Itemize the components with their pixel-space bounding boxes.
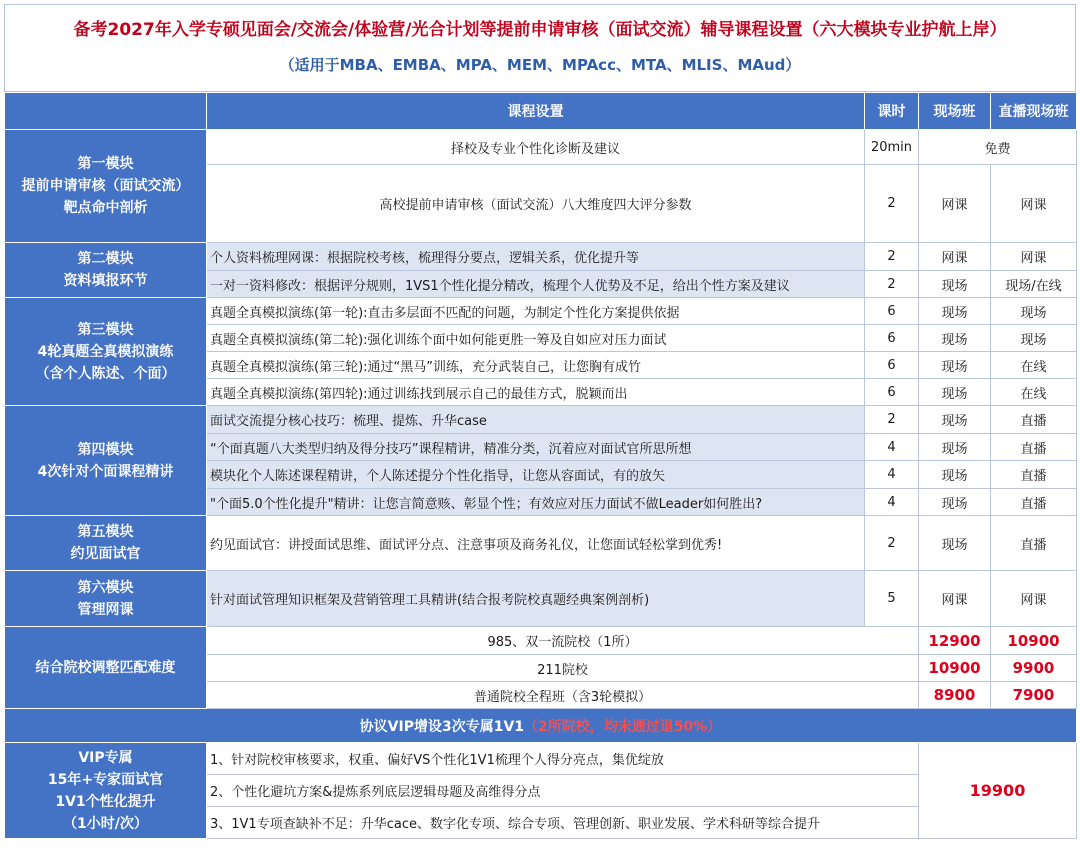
- header-onsite: 现场班: [919, 93, 991, 130]
- vip-item: 3、1V1专项查缺补不足：升华cace、数字化专项、综合专项、管理创新、职业发展、学术科研等综合提升: [207, 807, 919, 839]
- table-row: [5, 516, 1077, 571]
- live-cell: 在线: [991, 379, 1077, 406]
- course-cell: 择校及专业个性化诊断及建议: [207, 130, 865, 165]
- vip-item: 2、个性化避坑方案&提炼系列底层逻辑母题及高维得分点: [207, 775, 919, 807]
- tier-name: 211院校: [207, 655, 919, 682]
- table-row: [5, 298, 1077, 325]
- vip-band-note: （2所院校，均未通过退50%）: [524, 718, 722, 735]
- onsite-cell: 现场: [919, 434, 991, 461]
- live-cell: 现场: [991, 325, 1077, 352]
- price-live: 9900: [991, 655, 1077, 682]
- hours-cell: 4: [865, 461, 919, 489]
- header-row: [5, 93, 1077, 130]
- hours-cell: 2: [865, 165, 919, 243]
- vip-label: VIP专属 15年+专家面试官 1V1个性化提升 （1小时/次）: [5, 743, 207, 839]
- live-cell: 直播: [991, 406, 1077, 434]
- hours-cell: 2: [865, 516, 919, 571]
- onsite-cell: 现场: [919, 325, 991, 352]
- hours-cell: 6: [865, 298, 919, 325]
- hours-cell: 20min: [865, 130, 919, 165]
- pricing-label: 结合院校调整匹配难度: [5, 627, 207, 709]
- vip-row: [5, 743, 1077, 775]
- vip-item: 1、针对院校审核要求，权重、偏好VS个性化1V1梳理个人得分亮点，集优绽放: [207, 743, 919, 775]
- onsite-cell: 现场: [919, 516, 991, 571]
- vip-band-row: [5, 709, 1077, 743]
- module-2-label: 第二模块 资料填报环节: [5, 243, 207, 298]
- pricing-row: [5, 627, 1077, 655]
- price-onsite: 12900: [919, 627, 991, 655]
- vip-band-main: 协议VIP增设3次专属1V1: [359, 718, 525, 735]
- hours-cell: 6: [865, 325, 919, 352]
- onsite-cell: 现场: [919, 298, 991, 325]
- live-cell: 在线: [991, 352, 1077, 379]
- course-cell: “个面真题八大类型归纳及得分技巧”课程精讲，精准分类，沉着应对面试官所思所想: [207, 434, 865, 461]
- table-row: [5, 243, 1077, 271]
- header-hours: 课时: [865, 93, 919, 130]
- course-cell: 高校提前申请审核（面试交流）八大维度四大评分参数: [207, 165, 865, 243]
- live-cell: 网课: [991, 571, 1077, 627]
- live-cell: 直播: [991, 516, 1077, 571]
- onsite-cell: 网课: [919, 243, 991, 271]
- onsite-cell: 网课: [919, 165, 991, 243]
- hours-cell: 2: [865, 406, 919, 434]
- module-5-label: 第五模块 约见面试官: [5, 516, 207, 571]
- live-cell: 网课: [991, 165, 1077, 243]
- course-cell: 针对面试管理知识框架及营销管理工具精讲(结合报考院校真题经典案例剖析): [207, 571, 865, 627]
- module-1-label: 第一模块 提前申请审核（面试交流） 靶点命中剖析: [5, 130, 207, 243]
- table-row: [5, 130, 1077, 165]
- live-cell: 现场/在线: [991, 271, 1077, 298]
- course-cell: 面试交流提分核心技巧：梳理、提炼、升华case: [207, 406, 865, 434]
- tier-name: 普通院校全程班（含3轮模拟）: [207, 682, 919, 709]
- hours-cell: 6: [865, 379, 919, 406]
- table-row: [5, 571, 1077, 627]
- header-live: 直播现场班: [991, 93, 1077, 130]
- course-cell: 真题全真模拟演练(第一轮):直击多层面不匹配的问题，为制定个性化方案提供依据: [207, 298, 865, 325]
- table-row: [5, 406, 1077, 434]
- header-course: 课程设置: [207, 93, 865, 130]
- header-blank: [5, 93, 207, 130]
- module-4-label: 第四模块 4次针对个面课程精讲: [5, 406, 207, 516]
- vip-band: [5, 709, 1077, 743]
- course-cell: 模块化个人陈述课程精讲，个人陈述提分个性化指导，让您从容面试，有的放矢: [207, 461, 865, 489]
- onsite-cell: 现场: [919, 489, 991, 516]
- page-subtitle: （适用于MBA、EMBA、MPA、MEM、MPAcc、MTA、MLIS、MAud）: [279, 56, 801, 74]
- hours-cell: 4: [865, 434, 919, 461]
- hours-cell: 5: [865, 571, 919, 627]
- title-box: [4, 4, 1076, 92]
- onsite-cell: 现场: [919, 352, 991, 379]
- course-cell: "个面5.0个性化提升"精讲：让您言简意赅、彰显个性；有效应对压力面试不做Leader如何胜出?: [207, 489, 865, 516]
- module-3-label: 第三模块 4轮真题全真模拟演练 （含个人陈述、个面）: [5, 298, 207, 406]
- onsite-cell: 现场: [919, 271, 991, 298]
- hours-cell: 2: [865, 243, 919, 271]
- fee-cell: 免费: [919, 130, 1077, 165]
- course-table: [4, 92, 1077, 839]
- tier-name: 985、双一流院校（1所）: [207, 627, 919, 655]
- price-onsite: 10900: [919, 655, 991, 682]
- onsite-cell: 现场: [919, 379, 991, 406]
- onsite-cell: 现场: [919, 461, 991, 489]
- module-6-label: 第六模块 管理网课: [5, 571, 207, 627]
- hours-cell: 6: [865, 352, 919, 379]
- course-cell: 真题全真模拟演练(第四轮):通过训练找到展示自己的最佳方式，脱颖而出: [207, 379, 865, 406]
- hours-cell: 4: [865, 489, 919, 516]
- onsite-cell: 现场: [919, 406, 991, 434]
- vip-price: 19900: [919, 743, 1077, 839]
- live-cell: 网课: [991, 243, 1077, 271]
- live-cell: 直播: [991, 461, 1077, 489]
- live-cell: 直播: [991, 434, 1077, 461]
- course-sheet: [4, 4, 1076, 839]
- live-cell: 现场: [991, 298, 1077, 325]
- price-live: 7900: [991, 682, 1077, 709]
- course-cell: 个人资料梳理网课：根据院校考核，梳理得分要点，逻辑关系，优化提升等: [207, 243, 865, 271]
- live-cell: 直播: [991, 489, 1077, 516]
- price-onsite: 8900: [919, 682, 991, 709]
- course-cell: 一对一资料修改：根据评分规则，1VS1个性化提分精改，梳理个人优势及不足，给出个性方案及建议: [207, 271, 865, 298]
- page-title: 备考2027年入学专硕见面会/交流会/体验营/光合计划等提前申请审核（面试交流）辅导课程设置（六大模块专业护航上岸）: [73, 20, 1007, 40]
- course-cell: 真题全真模拟演练(第三轮):通过“黑马”训练，充分武装自己，让您胸有成竹: [207, 352, 865, 379]
- course-cell: 真题全真模拟演练(第二轮):强化训练个面中如何能更胜一筹及自如应对压力面试: [207, 325, 865, 352]
- onsite-cell: 网课: [919, 571, 991, 627]
- price-live: 10900: [991, 627, 1077, 655]
- course-cell: 约见面试官：讲授面试思维、面试评分点、注意事项及商务礼仪，让您面试轻松掌到优秀!: [207, 516, 865, 571]
- hours-cell: 2: [865, 271, 919, 298]
